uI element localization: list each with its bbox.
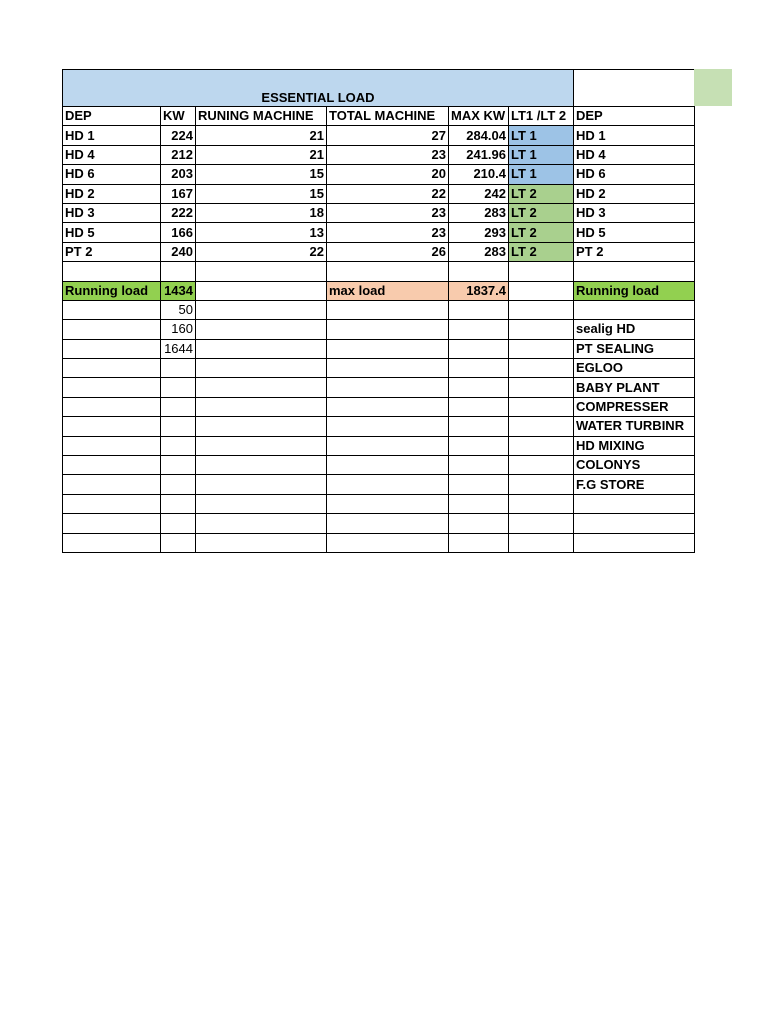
cell-maxkw: 283 xyxy=(449,203,509,222)
cell-total: 23 xyxy=(327,145,449,164)
cell-maxkw: 284.04 xyxy=(449,126,509,145)
running-load-label: Running load xyxy=(63,281,161,300)
cell-running: 21 xyxy=(196,126,327,145)
table-row xyxy=(63,300,695,319)
table-row xyxy=(63,203,695,222)
title-row xyxy=(63,70,695,107)
cell-lt: LT 2 xyxy=(509,242,574,261)
table-title: ESSENTIAL LOAD xyxy=(63,70,574,107)
cell-running: 18 xyxy=(196,203,327,222)
cell-dep: HD 3 xyxy=(63,203,161,222)
table-row xyxy=(63,475,695,494)
max-load-value: 1837.4 xyxy=(449,281,509,300)
table-row xyxy=(63,359,695,378)
table-row xyxy=(63,242,695,261)
right-list-item: sealig HD xyxy=(574,320,695,339)
cell-lt: LT 2 xyxy=(509,203,574,222)
table-row xyxy=(63,223,695,242)
header-total: TOTAL MACHINE xyxy=(327,107,449,126)
cell-total: 23 xyxy=(327,223,449,242)
header-kw: KW xyxy=(161,107,196,126)
extra-value: 50 xyxy=(161,300,196,319)
cell-kw: 167 xyxy=(161,184,196,203)
cell-dep: HD 1 xyxy=(63,126,161,145)
cell-dep: HD 6 xyxy=(63,165,161,184)
extra-value: 1644 xyxy=(161,339,196,358)
right-list-item: F.G STORE xyxy=(574,475,695,494)
max-load-label: max load xyxy=(327,281,449,300)
cell-running: 13 xyxy=(196,223,327,242)
empty-row xyxy=(63,514,695,533)
table-row xyxy=(63,165,695,184)
table-row xyxy=(63,320,695,339)
header-lt: LT1 /LT 2 xyxy=(509,107,574,126)
cell-dep2: HD 6 xyxy=(574,165,695,184)
extra-value: 160 xyxy=(161,320,196,339)
cell-dep2: HD 2 xyxy=(574,184,695,203)
table-row xyxy=(63,436,695,455)
running-load-value: 1434 xyxy=(161,281,196,300)
right-list-item: WATER TURBINR xyxy=(574,417,695,436)
cell-kw: 212 xyxy=(161,145,196,164)
running-load-right-label: Running load xyxy=(574,281,695,300)
essential-load-table xyxy=(62,69,695,553)
cell-dep2: PT 2 xyxy=(574,242,695,261)
cell-maxkw: 242 xyxy=(449,184,509,203)
cell-lt: LT 2 xyxy=(509,184,574,203)
table-row xyxy=(63,378,695,397)
cell-dep: HD 5 xyxy=(63,223,161,242)
table-row xyxy=(63,184,695,203)
empty-row xyxy=(63,533,695,552)
header-running: RUNING MACHINE xyxy=(196,107,327,126)
green-header-cell xyxy=(694,69,732,106)
right-list-item: HD MIXING xyxy=(574,436,695,455)
cell-dep: PT 2 xyxy=(63,242,161,261)
header-maxkw: MAX KW xyxy=(449,107,509,126)
table-row xyxy=(63,397,695,416)
cell-maxkw: 210.4 xyxy=(449,165,509,184)
table-row xyxy=(63,417,695,436)
header-dep2: DEP xyxy=(574,107,695,126)
right-list-item: COLONYS xyxy=(574,456,695,475)
cell-lt: LT 2 xyxy=(509,223,574,242)
cell-kw: 203 xyxy=(161,165,196,184)
spreadsheet xyxy=(62,69,695,553)
cell-running: 15 xyxy=(196,165,327,184)
empty-row xyxy=(63,262,695,281)
cell-total: 22 xyxy=(327,184,449,203)
cell-total: 20 xyxy=(327,165,449,184)
header-row xyxy=(63,107,695,126)
cell-maxkw: 293 xyxy=(449,223,509,242)
table-row xyxy=(63,126,695,145)
table-row xyxy=(63,456,695,475)
cell-dep: HD 2 xyxy=(63,184,161,203)
cell-kw: 240 xyxy=(161,242,196,261)
header-dep: DEP xyxy=(63,107,161,126)
cell-running: 22 xyxy=(196,242,327,261)
right-list-item: PT SEALING xyxy=(574,339,695,358)
cell-kw: 224 xyxy=(161,126,196,145)
cell-lt: LT 1 xyxy=(509,145,574,164)
summary-row xyxy=(63,281,695,300)
cell-total: 27 xyxy=(327,126,449,145)
right-list-item: BABY PLANT xyxy=(574,378,695,397)
cell-lt: LT 1 xyxy=(509,165,574,184)
cell-kw: 222 xyxy=(161,203,196,222)
cell-dep2: HD 3 xyxy=(574,203,695,222)
cell-maxkw: 241.96 xyxy=(449,145,509,164)
cell-dep2: HD 1 xyxy=(574,126,695,145)
cell-kw: 166 xyxy=(161,223,196,242)
cell-running: 15 xyxy=(196,184,327,203)
cell-total: 26 xyxy=(327,242,449,261)
right-list-item: COMPRESSER xyxy=(574,397,695,416)
empty-row xyxy=(63,494,695,513)
cell-running: 21 xyxy=(196,145,327,164)
cell-dep2: HD 4 xyxy=(574,145,695,164)
cell-dep: HD 4 xyxy=(63,145,161,164)
right-list-item: EGLOO xyxy=(574,359,695,378)
cell-total: 23 xyxy=(327,203,449,222)
cell-dep2: HD 5 xyxy=(574,223,695,242)
table-row xyxy=(63,145,695,164)
cell-lt: LT 1 xyxy=(509,126,574,145)
cell-maxkw: 283 xyxy=(449,242,509,261)
table-row xyxy=(63,339,695,358)
